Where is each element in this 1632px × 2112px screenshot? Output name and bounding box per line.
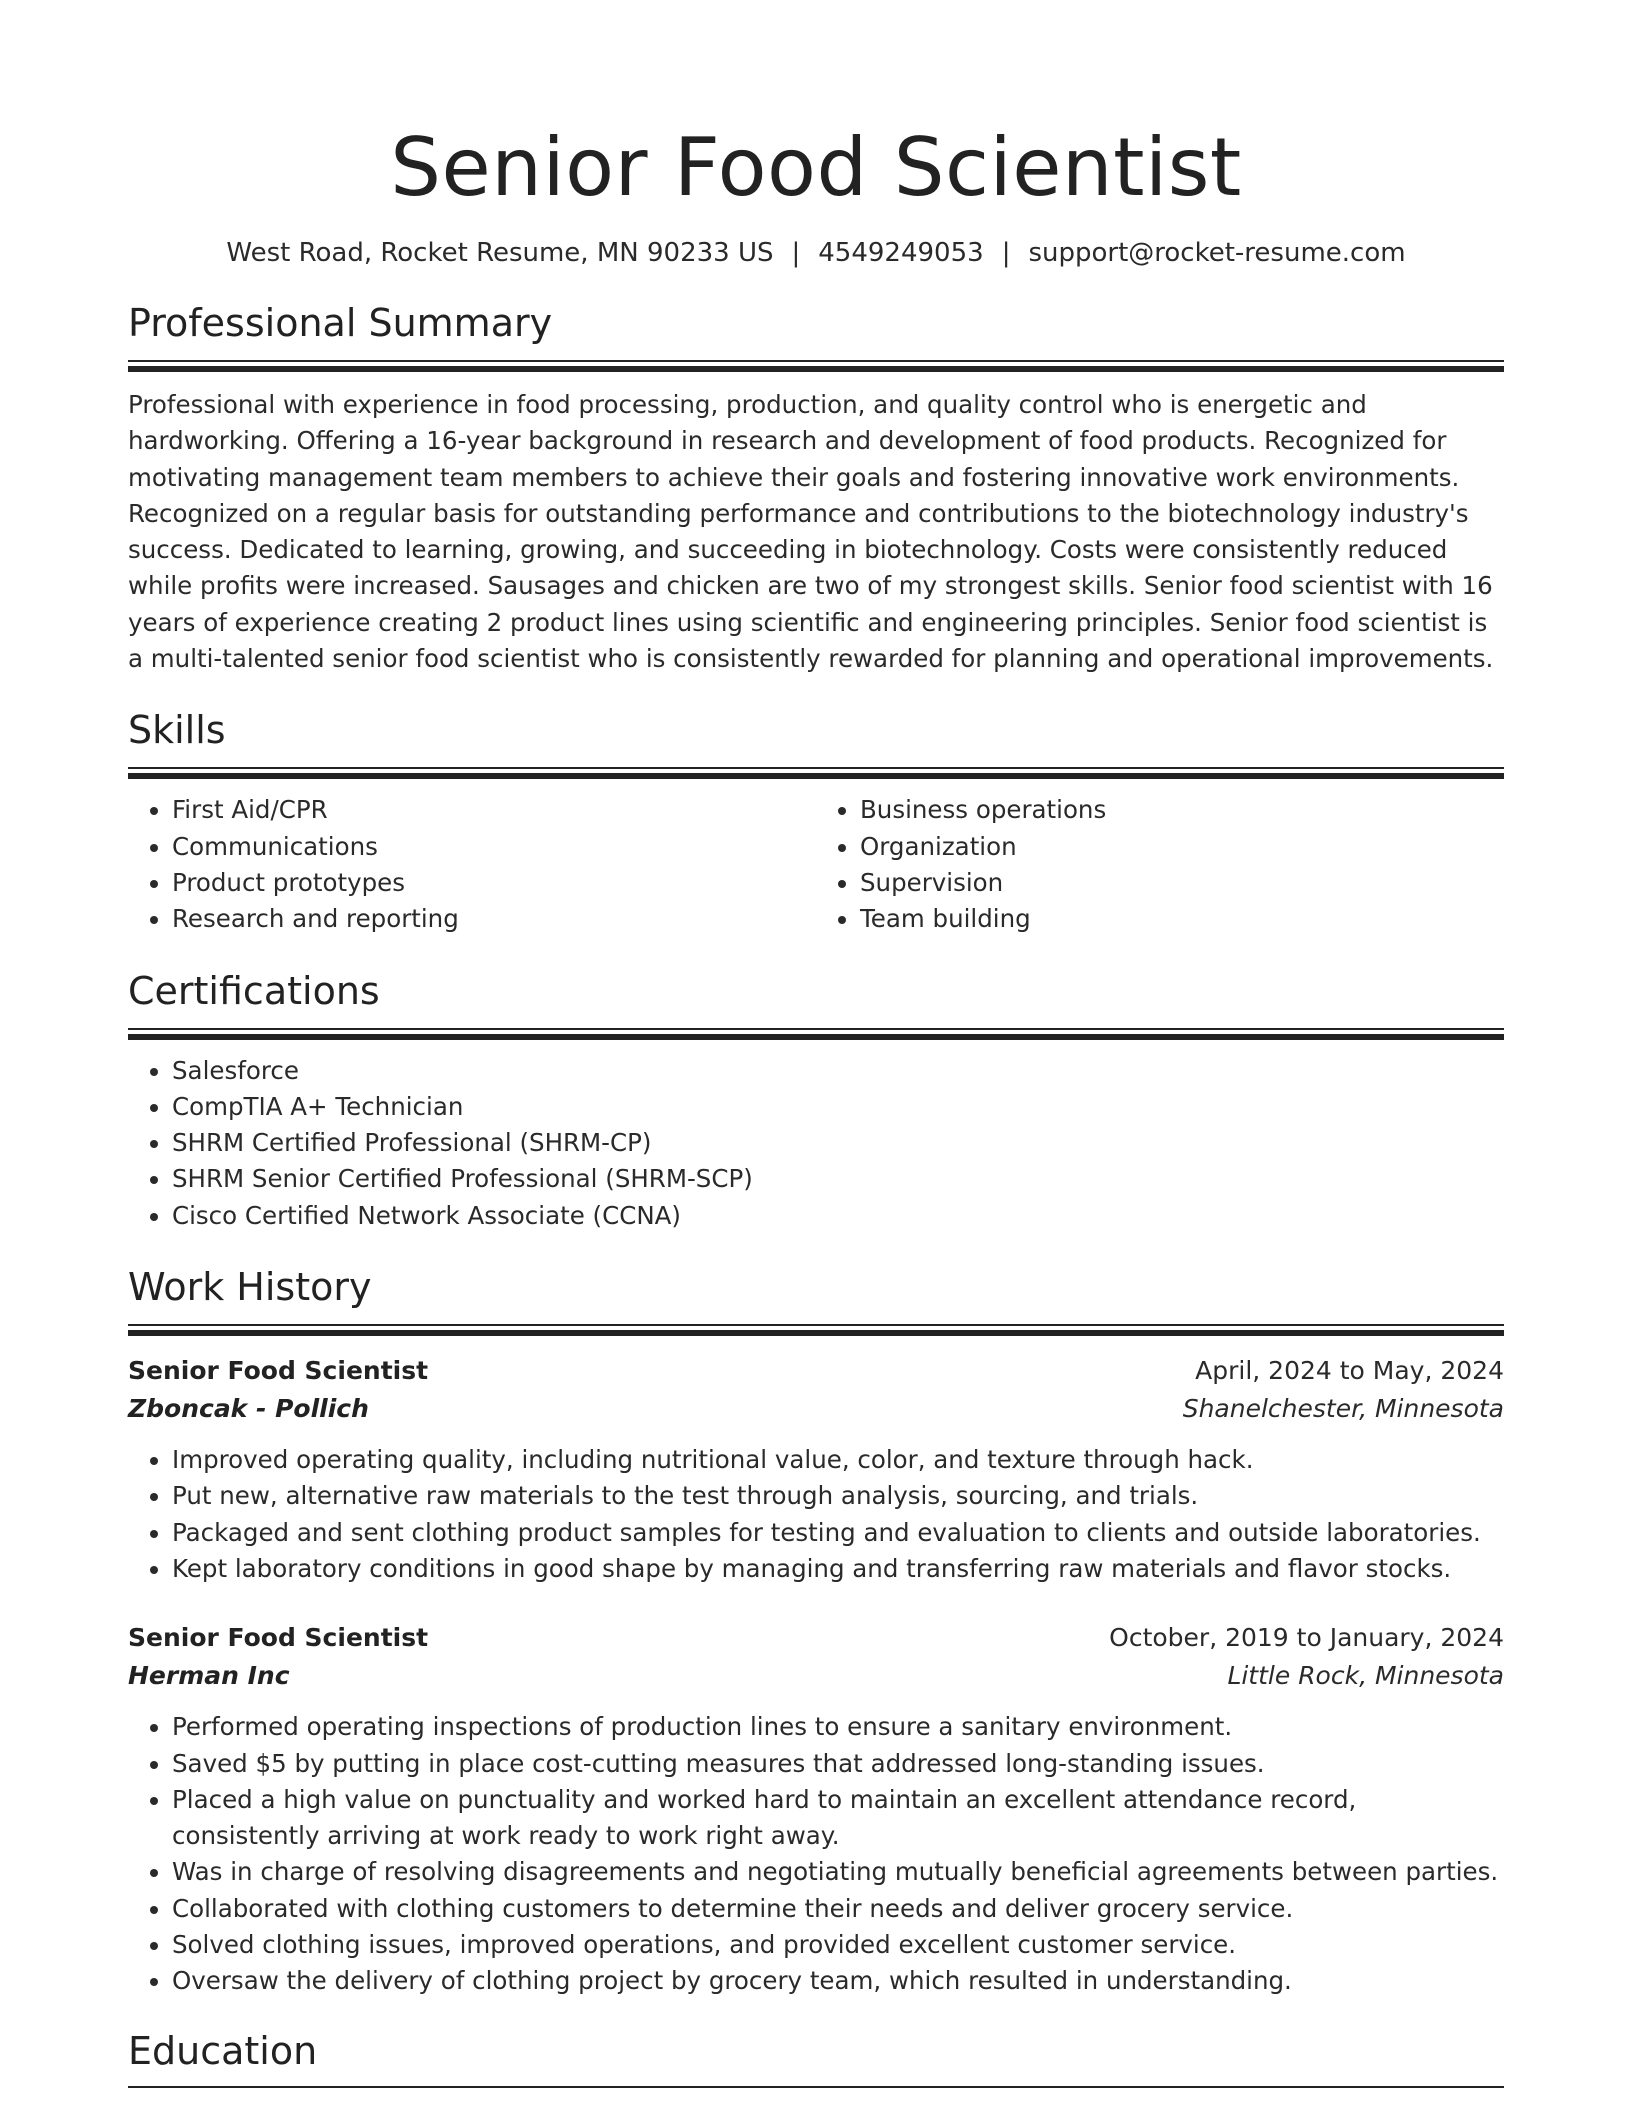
section-heading-education: Education [128, 2028, 318, 2073]
list-item: • First Aid/CPR [172, 792, 816, 828]
skills-list-left [128, 792, 816, 937]
section-divider [128, 1324, 1504, 1336]
list-item: • Packaged and sent clothing product samples for testing and evaluation to clients and outside laboratories. [172, 1515, 1504, 1551]
certifications-section [128, 968, 1504, 1234]
skills-list-right [816, 792, 1504, 937]
job-dates: April, 2024 to May, 2024 [1195, 1356, 1504, 1386]
list-item: • Organization [860, 829, 1504, 865]
section-heading-work-history: Work History [128, 1265, 372, 1310]
list-item: • Business operations [860, 792, 1504, 828]
summary-section [128, 300, 1504, 677]
certifications-list [128, 1053, 1504, 1234]
list-item: • CompTIA A+ Technician [172, 1089, 1504, 1125]
list-item: • Solved clothing issues, improved operations, and provided excellent customer service. [172, 1927, 1504, 1963]
list-item: • SHRM Senior Certified Professional (SHRM-SCP) [172, 1161, 1504, 1197]
job-entry [128, 1619, 1504, 1999]
list-item: • Oversaw the delivery of clothing project by grocery team, which resulted in understanding. [172, 1963, 1504, 1999]
job-header [128, 1619, 1504, 1657]
list-item: • Saved $5 by putting in place cost-cutting measures that addressed long-standing issues. [172, 1746, 1504, 1782]
list-item: • Team building [860, 901, 1504, 937]
list-item: • Salesforce [172, 1053, 1504, 1089]
list-item: • Cisco Certified Network Associate (CCNA) [172, 1198, 1504, 1234]
contact-email: support@rocket-resume.com [1028, 238, 1406, 268]
job-company: Herman Inc [128, 1661, 290, 1691]
education-section [128, 2028, 1504, 2088]
list-item: • Collaborated with clothing customers to determine their needs and deliver grocery service. [172, 1891, 1504, 1927]
list-item: • Improved operating quality, including nutritional value, color, and texture through hack. [172, 1442, 1504, 1478]
list-item: • Placed a high value on punctuality and worked hard to maintain an excellent attendance record, consistently arriving at work ready to work right away. [172, 1782, 1504, 1855]
contact-line [128, 236, 1504, 270]
job-location: Little Rock, Minnesota [1227, 1661, 1504, 1691]
summary-text: Professional with experience in food processing, production, and quality control who is energetic and hardworking. Offering a 16-year background in research and development of food products. Recognized for motivating management team members to achieve their goals and fostering innovative work environments. Recognized on a regular basis for outstanding performance and contributions to the biotechnology industry's success. Dedicated to learning, growing, and succeeding in biotechnology. Costs were consistently reduced while profits were increased. Sausages and chicken are two of my strongest skills. Senior food scientist with 16 years of experience creating 2 product lines using scientific and engineering principles. Senior food scientist is a multi-talented senior food scientist who is consistently rewarded for planning and operational improvements. [128, 390, 1494, 674]
skills-grid [128, 792, 1504, 937]
section-divider [128, 2086, 1504, 2088]
job-company: Zboncak - Pollich [128, 1394, 369, 1424]
list-item: • Performed operating inspections of production lines to ensure a sanitary environment. [172, 1709, 1504, 1745]
job-subheader [128, 1657, 1504, 1695]
list-item: • Was in charge of resolving disagreements and negotiating mutually beneficial agreements between parties. [172, 1854, 1504, 1890]
list-item: • Supervision [860, 865, 1504, 901]
resume-page [128, 0, 1504, 2088]
list-item: • Product prototypes [172, 865, 816, 901]
contact-address: West Road, Rocket Resume, MN 90233 US [226, 238, 774, 268]
section-divider [128, 767, 1504, 779]
list-item: • Research and reporting [172, 901, 816, 937]
job-dates: October, 2019 to January, 2024 [1109, 1623, 1504, 1653]
list-item: • Kept laboratory conditions in good shape by managing and transferring raw materials and flavor stocks. [172, 1551, 1504, 1587]
job-title: Senior Food Scientist [128, 1356, 429, 1386]
job-header [128, 1352, 1504, 1390]
work-history-section [128, 1264, 1504, 2000]
list-item: • SHRM Certified Professional (SHRM-CP) [172, 1125, 1504, 1161]
contact-separator: | [791, 238, 801, 268]
list-item: • Put new, alternative raw materials to the test through analysis, sourcing, and trials. [172, 1478, 1504, 1514]
job-title: Senior Food Scientist [128, 1623, 429, 1653]
contact-separator: | [1001, 238, 1011, 268]
section-heading-skills: Skills [128, 708, 226, 753]
section-heading-certifications: Certifications [128, 968, 380, 1013]
job-bullets [128, 1442, 1504, 1587]
contact-phone: 4549249053 [818, 238, 984, 268]
job-entry [128, 1352, 1504, 1587]
section-divider [128, 1028, 1504, 1040]
job-location: Shanelchester, Minnesota [1182, 1394, 1504, 1424]
section-divider [128, 360, 1504, 372]
section-heading-summary: Professional Summary [128, 301, 553, 345]
skills-section [128, 707, 1504, 937]
job-bullets [128, 1709, 1504, 1999]
resume-name: Senior Food Scientist [390, 121, 1242, 214]
job-subheader [128, 1390, 1504, 1428]
list-item: • Communications [172, 829, 816, 865]
